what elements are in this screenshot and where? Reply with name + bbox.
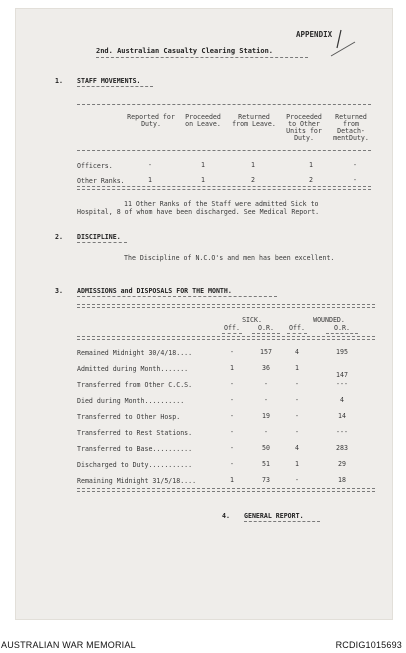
admissions-cell: 4 [295, 348, 299, 356]
staff-cell: 1 [251, 161, 255, 169]
col-returned-from-leave: Returned from Leave. [232, 113, 276, 128]
col-returned-from-detachment: Returned from Detach- mentDuty. [333, 113, 369, 142]
staff-cell: 1 [148, 176, 152, 184]
admissions-cell: 4 [295, 444, 299, 452]
sick-officers-underline [222, 333, 242, 334]
section-4-heading: GENERAL REPORT. [244, 512, 304, 520]
staff-cell: 2 [309, 176, 313, 184]
section-1-number: 1. [55, 77, 63, 85]
admissions-cell: --- [336, 428, 348, 436]
footer-record-id: RCDIG1015693 [335, 640, 402, 650]
staff-row-label: Other Ranks. [77, 177, 125, 185]
staff-table-bottom-rule [77, 186, 371, 190]
admissions-cell: - [295, 412, 299, 420]
sick-officers-header: Off. [224, 324, 240, 332]
wounded-officers-header: Off. [289, 324, 305, 332]
admissions-cell: 1 [230, 364, 234, 372]
staff-cell: 1 [201, 161, 205, 169]
section-2-heading: DISCIPLINE. [77, 233, 121, 241]
admissions-cell: - [230, 348, 234, 356]
admissions-cell: - [295, 380, 299, 388]
admissions-cell: 50 [262, 444, 270, 452]
admissions-cell: 195 [336, 348, 348, 356]
section-3-heading: ADMISSIONS and DISPOSALS FOR THE MONTH. [77, 287, 232, 295]
admissions-cell: - [295, 476, 299, 484]
admissions-cell: - [264, 428, 268, 436]
admissions-table-bottom-rule [77, 488, 375, 492]
footer-institution: AUSTRALIAN WAR MEMORIAL [1, 640, 136, 650]
section-3-number: 3. [55, 287, 63, 295]
admissions-cell: 36 [262, 364, 270, 372]
admissions-cell: 14 [338, 412, 346, 420]
admissions-cell: 147 [336, 371, 348, 379]
admissions-table-header-rule [77, 336, 375, 340]
admissions-table-top-rule [77, 304, 375, 308]
sick-other-ranks-underline [252, 333, 280, 334]
admissions-cell: 19 [262, 412, 270, 420]
admissions-cell: - [295, 428, 299, 436]
admissions-cell: - [264, 380, 268, 388]
admissions-cell: --- [336, 380, 348, 388]
admissions-row-label: Transferred to Rest Stations. [77, 429, 193, 437]
staff-cell: - [353, 161, 357, 169]
admissions-cell: 1 [230, 476, 234, 484]
staff-table-top-rule [77, 104, 371, 105]
admissions-row-label: Discharged to Duty........... [77, 461, 193, 469]
staff-cell: 1 [201, 176, 205, 184]
admissions-cell: 73 [262, 476, 270, 484]
admissions-cell: - [230, 412, 234, 420]
staff-cell: - [148, 161, 152, 169]
document-title: 2nd. Australian Casualty Clearing Station. [96, 47, 274, 55]
wounded-other-ranks-header: O.R. [334, 324, 350, 332]
discipline-text: The Discipline of N.C.O's and men has been excellent. [124, 254, 335, 262]
admissions-row-label: Transferred to Other Hosp. [77, 413, 181, 421]
group-sick-header: SICK. [242, 316, 262, 324]
section-2-number: 2. [55, 233, 63, 241]
wounded-officers-underline [287, 333, 307, 334]
admissions-row-label: Remained Midnight 30/4/18.... [77, 349, 193, 357]
section-2-underline [77, 242, 127, 243]
admissions-cell: 18 [338, 476, 346, 484]
appendix-mark: APPENDIX [296, 30, 333, 39]
admissions-row-label: Died during Month.......... [77, 397, 185, 405]
staff-table-header-rule [77, 150, 371, 151]
sick-other-ranks-header: O.R. [258, 324, 274, 332]
col-reported-for-duty: Reported for Duty. [127, 113, 175, 128]
admissions-cell: 4 [340, 396, 344, 404]
section-1-underline [77, 86, 153, 87]
admissions-cell: 157 [260, 348, 272, 356]
col-proceeded-to-units: Proceeded to Other Units for Duty. [286, 113, 322, 142]
admissions-row-label: Transferred to Base.......... [77, 445, 193, 453]
staff-cell: - [353, 176, 357, 184]
group-wounded-header: WOUNDED. [313, 316, 345, 324]
admissions-row-label: Remaining Midnight 31/5/18.... [77, 477, 197, 485]
section-4-number: 4. [222, 512, 230, 520]
wounded-other-ranks-underline [326, 333, 358, 334]
admissions-cell: 283 [336, 444, 348, 452]
admissions-cell: - [230, 444, 234, 452]
admissions-cell: - [295, 396, 299, 404]
document-page [15, 8, 393, 620]
admissions-row-label: Transferred from Other C.C.S. [77, 381, 193, 389]
section-1-heading: STAFF MOVEMENTS. [77, 77, 141, 85]
admissions-cell: - [264, 396, 268, 404]
admissions-cell: 29 [338, 460, 346, 468]
admissions-cell: - [230, 380, 234, 388]
title-underline [96, 57, 308, 58]
section-4-underline [244, 521, 320, 522]
staff-cell: 2 [251, 176, 255, 184]
section-3-underline [77, 296, 277, 297]
staff-note-line-1: 11 Other Ranks of the Staff were admitted Sick to [124, 200, 319, 208]
col-proceeded-on-leave: Proceeded on Leave. [185, 113, 221, 128]
pen-stroke-mark [327, 28, 357, 58]
admissions-row-label: Admitted during Month....... [77, 365, 189, 373]
admissions-cell: 1 [295, 364, 299, 372]
admissions-cell: 1 [295, 460, 299, 468]
staff-cell: 1 [309, 161, 313, 169]
admissions-cell: 51 [262, 460, 270, 468]
admissions-cell: - [230, 396, 234, 404]
admissions-cell: - [230, 428, 234, 436]
admissions-cell: - [230, 460, 234, 468]
staff-note-line-2: Hospital, 8 of whom have been discharged. See Medical Report. [77, 208, 320, 216]
staff-row-label: Officers. [77, 162, 113, 170]
